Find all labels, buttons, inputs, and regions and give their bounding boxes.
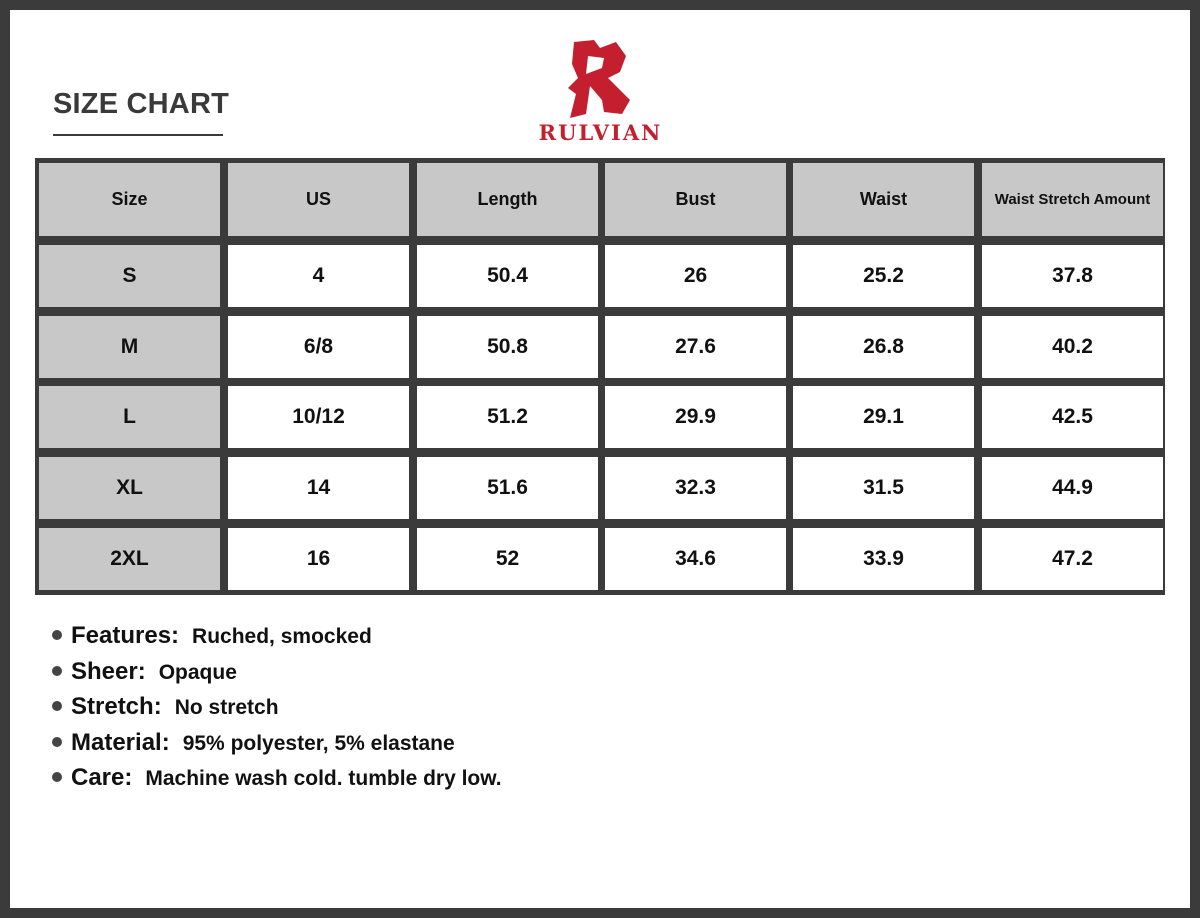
title-underline <box>53 134 223 136</box>
table-cell-bust: 27.6 <box>605 316 786 378</box>
detail-value: Machine wash cold. tumble dry low. <box>145 767 502 790</box>
table-cell-length: 51.2 <box>417 386 598 448</box>
row-size-label: XL <box>39 457 220 519</box>
detail-value: Opaque <box>158 660 237 684</box>
table-cell-waist: 31.5 <box>793 457 974 519</box>
page-title: SIZE CHART <box>53 88 229 120</box>
detail-label: Stretch: <box>71 693 162 720</box>
row-size-label: S <box>39 245 220 307</box>
bullet-icon <box>52 772 62 782</box>
table-cell-waist: 26.8 <box>793 316 974 378</box>
table-cell-waist-stretch-amount: 47.2 <box>982 528 1163 590</box>
table-cell-waist: 29.1 <box>793 386 974 448</box>
column-header-waist: Waist <box>793 163 974 236</box>
row-size-label: L <box>39 386 220 448</box>
column-header-bust: Bust <box>605 163 786 236</box>
row-size-label: M <box>39 316 220 378</box>
table-cell-length: 50.8 <box>417 316 598 378</box>
table-cell-waist-stretch-amount: 40.2 <box>982 316 1163 378</box>
table-cell-length: 50.4 <box>417 245 598 307</box>
row-size-label: 2XL <box>39 528 220 590</box>
table-cell-us: 4 <box>228 245 409 307</box>
column-header-size: Size <box>39 163 220 236</box>
table-cell-bust: 29.9 <box>605 386 786 448</box>
bullet-icon <box>52 737 62 747</box>
table-cell-us: 14 <box>228 457 409 519</box>
brand-name: RULVIAN <box>538 120 663 145</box>
bullet-icon <box>52 630 62 640</box>
table-cell-length: 52 <box>417 528 598 590</box>
column-header-us: US <box>228 163 409 236</box>
column-header-waist-stretch-amount: Waist Stretch Amount <box>982 163 1163 236</box>
bullet-icon <box>52 701 62 711</box>
detail-label: Features: <box>71 622 180 649</box>
detail-item <box>52 658 502 694</box>
detail-value: Ruched, smocked <box>192 625 372 648</box>
detail-label: Care: <box>71 764 133 791</box>
table-cell-length: 51.6 <box>417 457 598 519</box>
table-cell-waist: 25.2 <box>793 245 974 307</box>
detail-value: 95% polyester, 5% elastane <box>182 731 455 755</box>
table-cell-bust: 32.3 <box>605 457 786 519</box>
bullet-icon <box>52 666 62 676</box>
detail-item <box>52 693 502 729</box>
table-cell-bust: 34.6 <box>605 528 786 590</box>
brand-mark-icon <box>564 38 636 120</box>
column-header-length: Length <box>417 163 598 236</box>
detail-label: Sheer: <box>71 657 146 685</box>
table-cell-us: 10/12 <box>228 386 409 448</box>
product-details-list <box>52 622 502 800</box>
detail-item <box>52 729 502 765</box>
detail-item <box>52 622 502 658</box>
size-chart-table <box>35 158 1165 595</box>
table-cell-waist-stretch-amount: 44.9 <box>982 457 1163 519</box>
brand-logo <box>528 38 673 146</box>
table-cell-waist: 33.9 <box>793 528 974 590</box>
detail-value: No stretch <box>174 696 279 719</box>
table-cell-bust: 26 <box>605 245 786 307</box>
detail-item <box>52 764 502 800</box>
table-cell-waist-stretch-amount: 42.5 <box>982 386 1163 448</box>
table-cell-waist-stretch-amount: 37.8 <box>982 245 1163 307</box>
table-cell-us: 6/8 <box>228 316 409 378</box>
detail-label: Material: <box>71 728 170 756</box>
table-cell-us: 16 <box>228 528 409 590</box>
